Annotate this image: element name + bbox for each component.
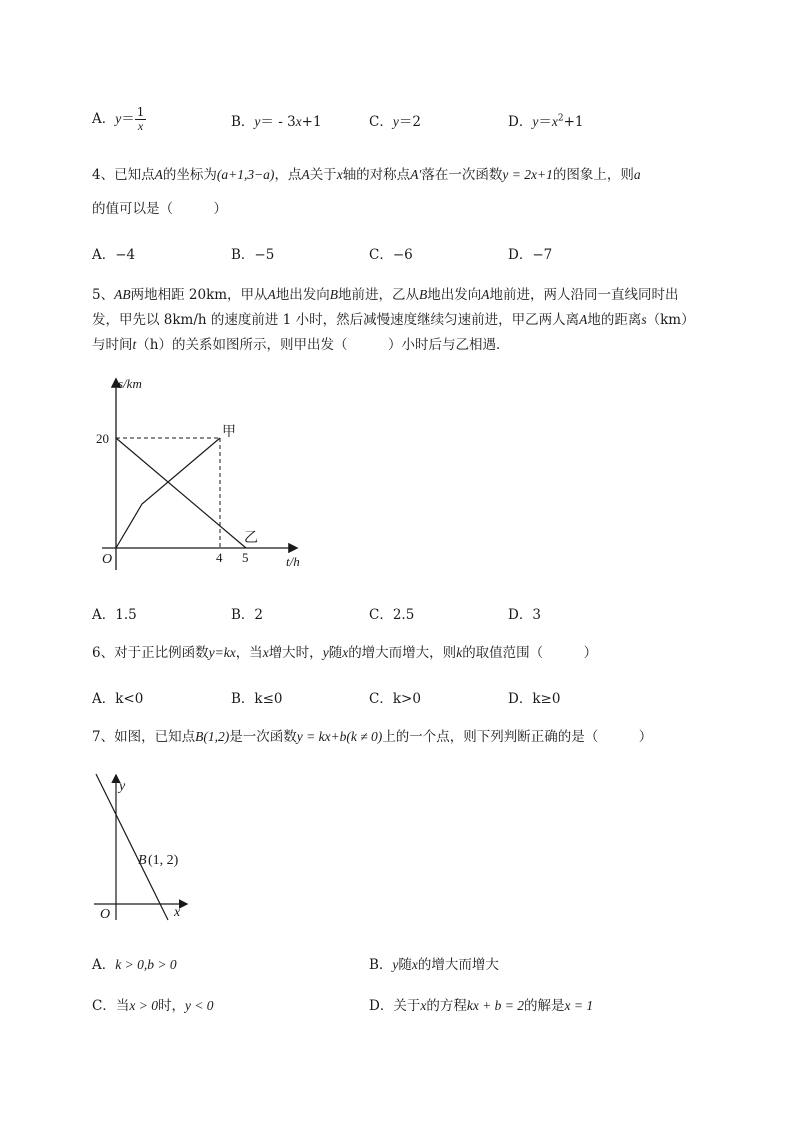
text: 4、已知点	[92, 167, 155, 183]
x-tick-label: 4	[216, 550, 223, 565]
math-var: y	[115, 111, 122, 126]
math-var: A	[154, 167, 163, 182]
math-expr: x > 0	[129, 998, 158, 1013]
text: 5、	[92, 287, 115, 303]
option-letter: A．	[92, 111, 116, 127]
text: 的增大而增大	[417, 957, 499, 973]
text: 地前进，两人沿同一直线同时出	[489, 287, 679, 303]
math-expr: B(1,2)	[195, 729, 230, 744]
text: 是一次函数	[229, 729, 297, 745]
text: 上的一个点，则下列判断正确的是（ ）	[382, 729, 653, 745]
q6-option-b: B．k≤0	[231, 691, 283, 707]
y-axis-label: y	[119, 779, 126, 794]
math-var: B	[419, 287, 428, 302]
math-var: x	[295, 114, 302, 129]
math-expr: kx + b = 2	[466, 998, 525, 1013]
math-op: ＝	[121, 111, 135, 127]
text: 时，	[157, 998, 185, 1014]
function-line	[96, 774, 168, 920]
q5-option-a: A．1.5	[92, 607, 137, 623]
math-var: y	[254, 114, 261, 129]
math-var: A′	[410, 167, 422, 182]
text: 的方程	[426, 998, 467, 1014]
math-var: y	[392, 957, 399, 972]
point-b-name: B	[138, 853, 147, 868]
math-text: +1	[301, 114, 322, 130]
text: ，点	[274, 167, 302, 183]
q5-stem-line3	[92, 334, 509, 356]
math-var: x	[551, 114, 558, 129]
q5-stem-line1	[92, 284, 679, 306]
math-var: x	[262, 645, 269, 660]
fraction-denominator: x	[137, 119, 144, 133]
text: 的解是	[524, 998, 565, 1014]
q4-option-c: C．−6	[369, 247, 413, 263]
math-text: ＝ - 3	[260, 114, 296, 130]
text: 与时间	[92, 337, 133, 353]
math-var: x	[420, 998, 427, 1013]
fraction	[135, 106, 147, 133]
math-expr: y = kx+b(k ≠ 0)	[296, 729, 383, 744]
text: 地前进，乙从	[338, 287, 420, 303]
q6-option-a: A．k<0	[92, 691, 144, 707]
q3-option-b	[231, 110, 322, 130]
q7-option-c	[92, 994, 214, 1014]
math-expr: (a+1,3−a)	[216, 167, 275, 182]
math-var: y	[392, 114, 399, 129]
series-line-yi	[116, 438, 246, 548]
text: 6、对于正比例函数	[92, 645, 209, 661]
q4-option-d: D．−7	[508, 247, 553, 263]
option-letter: D．	[508, 114, 533, 130]
q7-linear-function-graph	[88, 770, 208, 930]
q4-option-a: A．−4	[92, 247, 136, 263]
text: D．关于	[369, 998, 421, 1014]
text: 增大时，	[268, 645, 323, 661]
x-axis-label: t/h	[286, 554, 300, 569]
option-letter: B．	[231, 114, 255, 130]
q5-distance-time-graph	[88, 370, 328, 580]
math-var: x	[342, 645, 349, 660]
q7-stem	[92, 726, 652, 748]
math-expr: x = 1	[564, 998, 594, 1013]
q3-option-c	[369, 110, 421, 130]
q7-option-d	[369, 994, 593, 1014]
text: C．当	[92, 998, 130, 1014]
q5-option-b: B．2	[231, 607, 264, 623]
math-expr: k > 0,b > 0	[115, 957, 177, 972]
text: 发，甲先以 8km/h 的速度前进 1 小时，然后减慢速度继续匀速前进，甲乙两人离	[92, 312, 580, 328]
y-tick-label: 20	[96, 431, 109, 446]
option-letter: A．	[92, 957, 116, 973]
math-var: A	[301, 167, 310, 182]
math-exponent: 2	[557, 113, 564, 124]
math-var: x	[336, 167, 343, 182]
text: 的坐标为	[162, 167, 217, 183]
origin-label: O	[100, 907, 111, 922]
math-expr: y = 2x+1	[502, 167, 553, 182]
math-var: k	[456, 645, 463, 660]
text: 地出发向	[275, 287, 330, 303]
math-var: A	[481, 287, 490, 302]
text: 的增大而增大，则	[348, 645, 457, 661]
math-var: B	[329, 287, 339, 302]
math-expr: y < 0	[184, 998, 214, 1013]
fraction-numerator: 1	[136, 105, 145, 119]
text: 关于	[309, 167, 337, 183]
series-line-jia	[116, 438, 220, 548]
q6-option-d: D．k≥0	[508, 691, 561, 707]
option-letter: C．	[369, 114, 393, 130]
q7-option-b	[369, 953, 499, 973]
text: 地的距离	[587, 312, 642, 328]
q3-option-d	[508, 110, 583, 130]
math-text: ＝2	[398, 114, 421, 130]
text: （km）	[646, 312, 695, 328]
text: 随	[328, 645, 343, 661]
option-letter: B．	[369, 957, 393, 973]
text: 的图象上，则	[552, 167, 634, 183]
text: （h）的关系如图所示，则甲出发（ ）小时后与乙相遇．	[136, 337, 510, 353]
x-axis-label: x	[174, 905, 181, 920]
math-var: y	[322, 645, 329, 660]
q3-option-a	[92, 106, 146, 133]
math-var: a	[633, 167, 641, 182]
math-var: A	[579, 312, 588, 327]
text: 两地相距 20km，甲从	[130, 287, 268, 303]
q5-option-d: D．3	[508, 607, 541, 623]
point-b-coord: (1, 2)	[148, 853, 179, 868]
q4-option-b: B．−5	[231, 247, 275, 263]
text: 7、如图，已知点	[92, 729, 196, 745]
x-tick-label: 5	[242, 550, 249, 565]
text: 地出发向	[427, 287, 482, 303]
text: 随	[398, 957, 412, 973]
q4-stem-line2: 的值可以是（ ）	[92, 201, 227, 217]
y-axis-label: s/km	[118, 376, 142, 391]
origin-label: O	[102, 552, 113, 567]
text: 落在一次函数	[421, 167, 503, 183]
q5-stem-line2	[92, 309, 695, 331]
q7-option-a	[92, 953, 177, 973]
math-expr: y=kx	[208, 645, 236, 660]
text: 的取值范围（ ）	[462, 645, 598, 661]
series-label-yi: 乙	[244, 531, 258, 546]
series-label-jia: 甲	[222, 425, 236, 440]
math-var: AB	[114, 287, 131, 302]
math-var: A	[267, 287, 276, 302]
q5-option-c: C．2.5	[369, 607, 415, 623]
text: 轴的对称点	[342, 167, 411, 183]
math-var: x	[411, 957, 418, 972]
math-op: ＝	[538, 114, 552, 130]
text: ，当	[235, 645, 263, 661]
math-var: y	[532, 114, 539, 129]
q6-option-c: C．k>0	[369, 691, 421, 707]
q6-stem	[92, 642, 597, 664]
q4-stem-line1	[92, 164, 641, 186]
math-var: s	[641, 312, 647, 327]
math-var: t	[132, 337, 137, 352]
math-text: +1	[563, 114, 584, 130]
